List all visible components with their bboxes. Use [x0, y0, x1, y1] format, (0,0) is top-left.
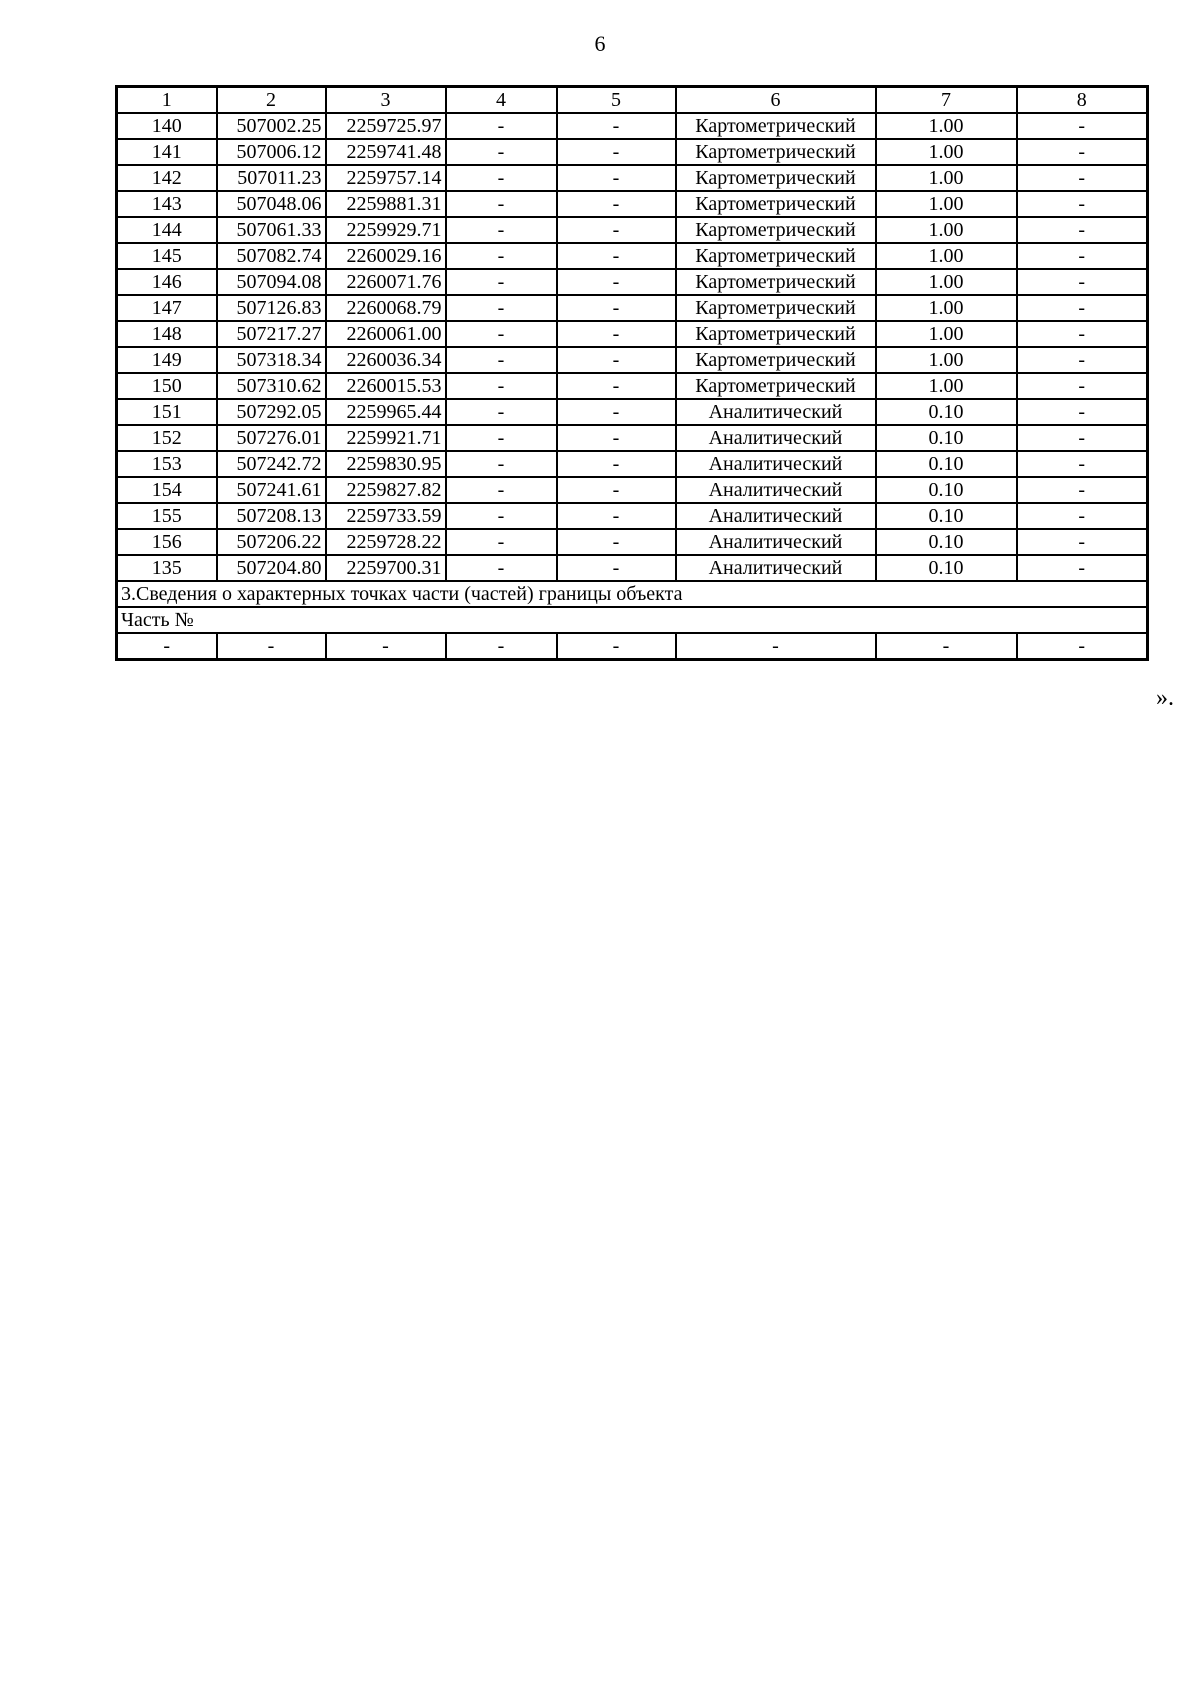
table-cell: 155 [117, 503, 217, 529]
table-cell: 2260071.76 [326, 269, 446, 295]
table-cell: 2259965.44 [326, 399, 446, 425]
table-cell: 147 [117, 295, 217, 321]
table-cell: Картометрический [676, 243, 876, 269]
table-cell: 2259881.31 [326, 191, 446, 217]
table-row [117, 347, 1148, 373]
table-cell: 1.00 [876, 191, 1017, 217]
part-empty-row [117, 633, 1148, 660]
table-row [117, 373, 1148, 399]
table-cell: 2259757.14 [326, 165, 446, 191]
table-cell: - [446, 191, 557, 217]
part-cell: - [876, 633, 1017, 660]
table-cell: - [446, 477, 557, 503]
table-cell: - [1017, 503, 1148, 529]
table-cell: 507011.23 [217, 165, 326, 191]
table-cell: - [1017, 451, 1148, 477]
table-cell: Картометрический [676, 269, 876, 295]
part-cell: - [1017, 633, 1148, 660]
table-cell: 141 [117, 139, 217, 165]
table-cell: - [557, 217, 676, 243]
table-cell: 2259827.82 [326, 477, 446, 503]
table-row [117, 243, 1148, 269]
table-row [117, 191, 1148, 217]
table-cell: 1.00 [876, 139, 1017, 165]
table-row [117, 399, 1148, 425]
table-cell: 2260061.00 [326, 321, 446, 347]
table-cell: Картометрический [676, 217, 876, 243]
table-cell: - [446, 295, 557, 321]
table-cell: 150 [117, 373, 217, 399]
table-cell: - [446, 399, 557, 425]
table-cell: 507217.27 [217, 321, 326, 347]
header-cell: 1 [117, 87, 217, 114]
table-cell: Аналитический [676, 425, 876, 451]
table-cell: 142 [117, 165, 217, 191]
table-cell: - [557, 191, 676, 217]
table-cell: - [557, 503, 676, 529]
table-cell: - [557, 477, 676, 503]
header-cell: 3 [326, 87, 446, 114]
table-cell: - [557, 243, 676, 269]
table-cell: - [557, 165, 676, 191]
table-row [117, 503, 1148, 529]
table-cell: Аналитический [676, 451, 876, 477]
section-3-title-row [117, 581, 1148, 607]
table-cell: 2259733.59 [326, 503, 446, 529]
table-cell: 2259700.31 [326, 555, 446, 581]
table-cell: 1.00 [876, 243, 1017, 269]
table-row [117, 425, 1148, 451]
table-cell: - [1017, 425, 1148, 451]
table-cell: Картометрический [676, 191, 876, 217]
table-cell: - [1017, 347, 1148, 373]
coordinates-table [115, 85, 1149, 661]
table-cell: 507242.72 [217, 451, 326, 477]
table-cell: Картометрический [676, 139, 876, 165]
table-cell: - [557, 269, 676, 295]
header-cell: 6 [676, 87, 876, 114]
table-cell: - [446, 425, 557, 451]
table-cell: - [1017, 477, 1148, 503]
table-cell: Аналитический [676, 529, 876, 555]
part-cell: - [117, 633, 217, 660]
table-cell: 1.00 [876, 113, 1017, 139]
table-cell: - [1017, 321, 1148, 347]
table-cell: - [446, 503, 557, 529]
table-cell: 507276.01 [217, 425, 326, 451]
table-row [117, 295, 1148, 321]
table-cell: 0.10 [876, 529, 1017, 555]
table-cell: 2260068.79 [326, 295, 446, 321]
table-cell: Аналитический [676, 503, 876, 529]
table-cell: - [446, 529, 557, 555]
table-cell: Аналитический [676, 477, 876, 503]
table-cell: - [446, 269, 557, 295]
page-number: 6 [594, 31, 606, 56]
table-cell: Картометрический [676, 295, 876, 321]
coordinates-table-body [117, 87, 1148, 660]
table-row [117, 321, 1148, 347]
table-cell: 507061.33 [217, 217, 326, 243]
table-cell: - [446, 243, 557, 269]
table-cell: - [446, 113, 557, 139]
table-cell: 507241.61 [217, 477, 326, 503]
table-row [117, 269, 1148, 295]
table-cell: 151 [117, 399, 217, 425]
table-cell: - [557, 113, 676, 139]
table-cell: 140 [117, 113, 217, 139]
table-cell: - [557, 399, 676, 425]
table-cell: - [1017, 113, 1148, 139]
table-cell: 148 [117, 321, 217, 347]
table-cell: 146 [117, 269, 217, 295]
table-cell: 149 [117, 347, 217, 373]
table-cell: - [1017, 373, 1148, 399]
table-cell: - [1017, 243, 1148, 269]
table-cell: - [1017, 295, 1148, 321]
table-cell: - [557, 347, 676, 373]
table-row [117, 113, 1148, 139]
table-cell: 1.00 [876, 217, 1017, 243]
table-cell: - [446, 321, 557, 347]
table-cell: 144 [117, 217, 217, 243]
table-cell: 507208.13 [217, 503, 326, 529]
table-cell: - [446, 217, 557, 243]
table-cell: - [557, 529, 676, 555]
part-cell: - [217, 633, 326, 660]
table-cell: 145 [117, 243, 217, 269]
table-cell: 2259741.48 [326, 139, 446, 165]
table-row [117, 451, 1148, 477]
table-cell: - [446, 555, 557, 581]
table-cell: 0.10 [876, 425, 1017, 451]
table-cell: 507048.06 [217, 191, 326, 217]
table-cell: 2259725.97 [326, 113, 446, 139]
table-cell: 2260015.53 [326, 373, 446, 399]
table-cell: 2259929.71 [326, 217, 446, 243]
header-cell: 5 [557, 87, 676, 114]
table-cell: 153 [117, 451, 217, 477]
table-cell: 0.10 [876, 451, 1017, 477]
table-cell: Картометрический [676, 321, 876, 347]
table-cell: 0.10 [876, 555, 1017, 581]
table-cell: 507310.62 [217, 373, 326, 399]
table-row [117, 139, 1148, 165]
table-cell: - [1017, 555, 1148, 581]
table-cell: Картометрический [676, 113, 876, 139]
table-cell: 1.00 [876, 295, 1017, 321]
header-cell: 2 [217, 87, 326, 114]
table-cell: - [557, 373, 676, 399]
table-cell: - [1017, 269, 1148, 295]
table-row [117, 529, 1148, 555]
table-cell: 156 [117, 529, 217, 555]
section-3-title: 3.Сведения о характерных точках части (частей) границы объекта [117, 581, 1148, 607]
header-cell: 8 [1017, 87, 1148, 114]
table-cell: 152 [117, 425, 217, 451]
table-cell: - [557, 295, 676, 321]
table-cell: - [446, 373, 557, 399]
table-cell: 2259728.22 [326, 529, 446, 555]
table-cell: 0.10 [876, 477, 1017, 503]
table-cell: 507002.25 [217, 113, 326, 139]
table-cell: Картометрический [676, 373, 876, 399]
table-row [117, 477, 1148, 503]
table-cell: - [446, 451, 557, 477]
table-cell: 1.00 [876, 269, 1017, 295]
table-cell: Картометрический [676, 165, 876, 191]
table-cell: - [1017, 399, 1148, 425]
part-cell: - [676, 633, 876, 660]
table-cell: - [557, 321, 676, 347]
table-cell: - [446, 347, 557, 373]
table-row [117, 555, 1148, 581]
table-cell: - [1017, 529, 1148, 555]
table-cell: 1.00 [876, 373, 1017, 399]
table-cell: 507082.74 [217, 243, 326, 269]
part-number-label: Часть № [117, 607, 1148, 633]
part-cell: - [446, 633, 557, 660]
table-row [117, 165, 1148, 191]
header-cell: 7 [876, 87, 1017, 114]
table-cell: 2259830.95 [326, 451, 446, 477]
table-cell: 507006.12 [217, 139, 326, 165]
table-cell: Картометрический [676, 347, 876, 373]
table-cell: - [1017, 165, 1148, 191]
table-cell: - [557, 139, 676, 165]
table-cell: - [557, 555, 676, 581]
table-cell: 1.00 [876, 321, 1017, 347]
coordinates-table-container [115, 85, 1146, 661]
table-cell: - [557, 451, 676, 477]
table-cell: 2260029.16 [326, 243, 446, 269]
table-cell: 2259921.71 [326, 425, 446, 451]
table-cell: 154 [117, 477, 217, 503]
table-cell: - [1017, 139, 1148, 165]
table-cell: 2260036.34 [326, 347, 446, 373]
part-number-row [117, 607, 1148, 633]
table-cell: 507094.08 [217, 269, 326, 295]
table-cell: 143 [117, 191, 217, 217]
table-header-row [117, 87, 1148, 114]
table-cell: 507204.80 [217, 555, 326, 581]
table-cell: - [1017, 217, 1148, 243]
table-cell: Аналитический [676, 555, 876, 581]
table-cell: 0.10 [876, 399, 1017, 425]
table-cell: 135 [117, 555, 217, 581]
table-cell: 507206.22 [217, 529, 326, 555]
part-cell: - [557, 633, 676, 660]
table-cell: 0.10 [876, 503, 1017, 529]
table-cell: - [1017, 191, 1148, 217]
table-cell: - [557, 425, 676, 451]
table-cell: 507126.83 [217, 295, 326, 321]
table-cell: 1.00 [876, 165, 1017, 191]
table-cell: - [446, 165, 557, 191]
table-cell: - [446, 139, 557, 165]
table-row [117, 217, 1148, 243]
table-cell: 1.00 [876, 347, 1017, 373]
table-cell: 507292.05 [217, 399, 326, 425]
table-cell: 507318.34 [217, 347, 326, 373]
part-cell: - [326, 633, 446, 660]
header-cell: 4 [446, 87, 557, 114]
closing-quote-mark: ». [1156, 685, 1174, 711]
table-cell: Аналитический [676, 399, 876, 425]
